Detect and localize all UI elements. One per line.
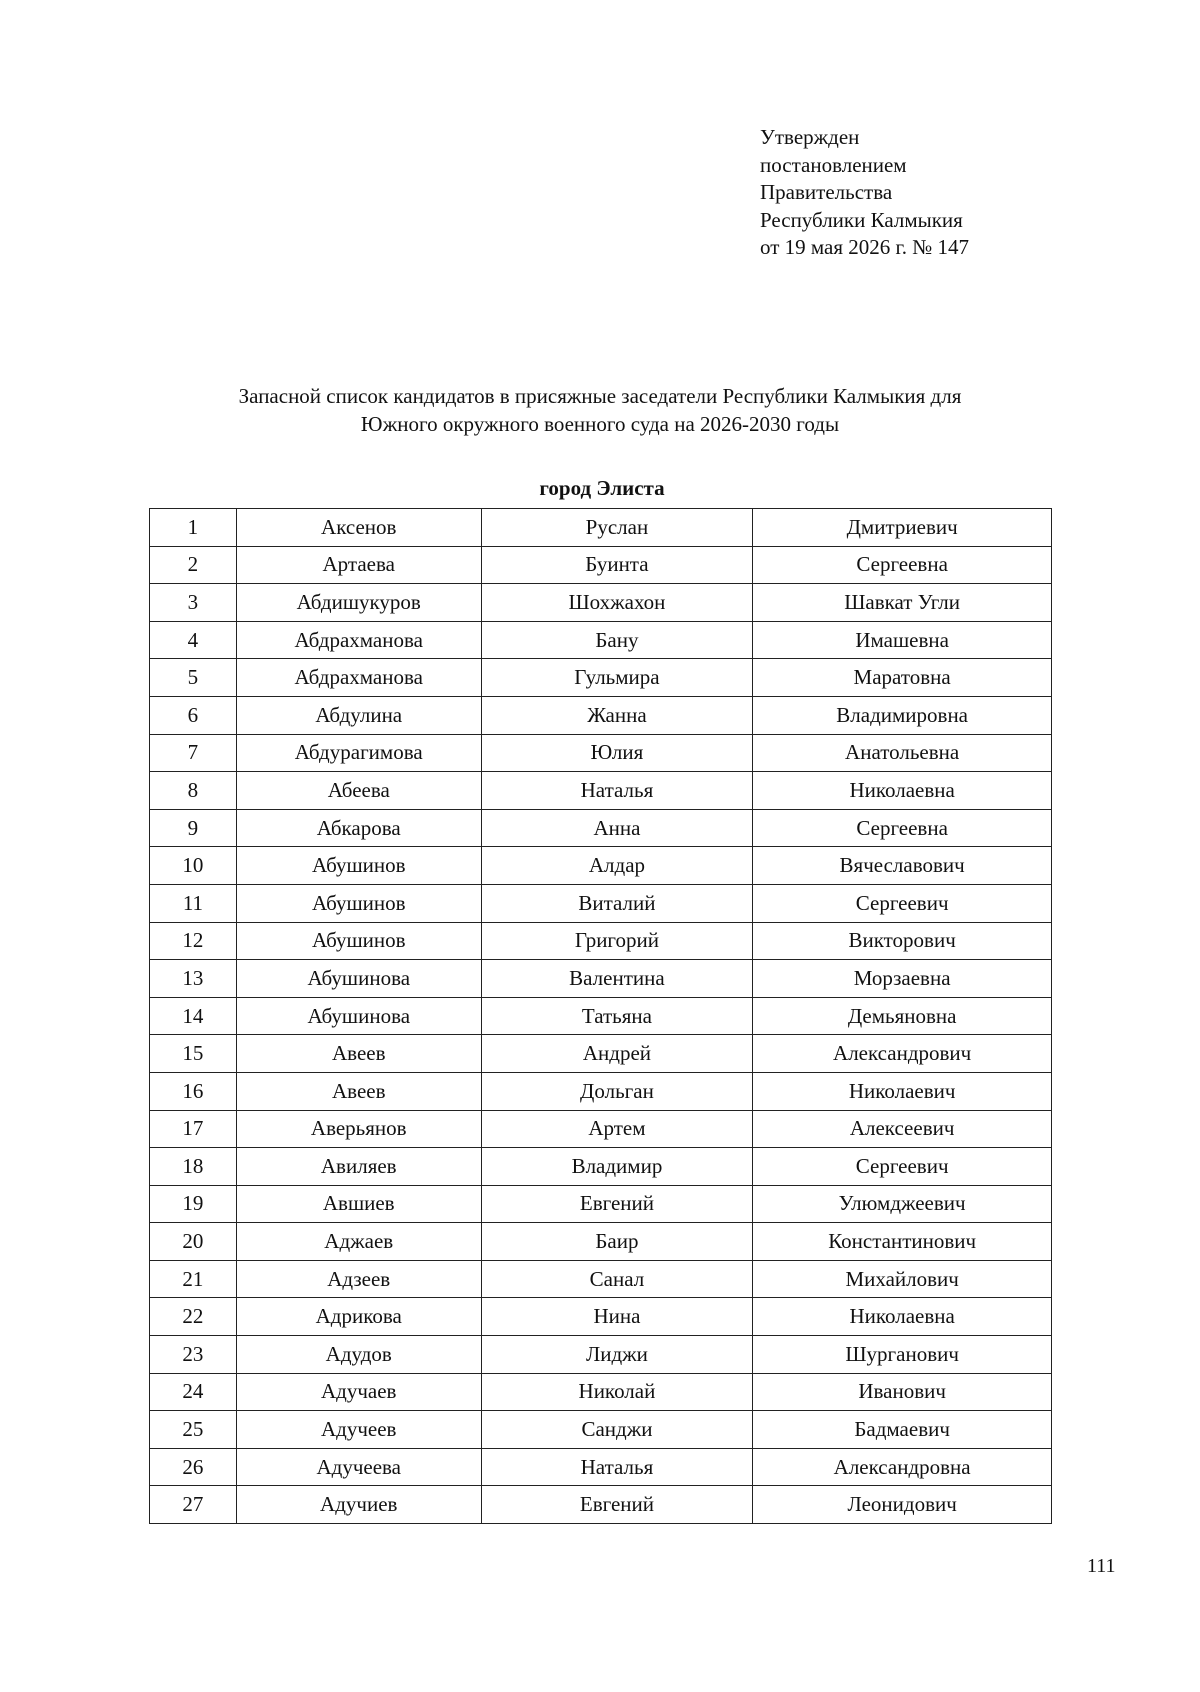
patronymic-cell: Демьяновна (753, 997, 1052, 1035)
table-row (150, 509, 1052, 547)
table-row (150, 621, 1052, 659)
first-name-cell: Виталий (481, 884, 753, 922)
row-number-cell: 6 (150, 696, 237, 734)
surname-cell: Абдурагимова (236, 734, 481, 772)
first-name-cell: Юлия (481, 734, 753, 772)
row-number-cell: 7 (150, 734, 237, 772)
patronymic-cell: Иванович (753, 1373, 1052, 1411)
row-number-cell: 14 (150, 997, 237, 1035)
table-row (150, 997, 1052, 1035)
patronymic-cell: Владимировна (753, 696, 1052, 734)
table-row (150, 847, 1052, 885)
row-number-cell: 23 (150, 1336, 237, 1374)
surname-cell: Абушинов (236, 922, 481, 960)
patronymic-cell: Николаевич (753, 1072, 1052, 1110)
table-row (150, 734, 1052, 772)
first-name-cell: Владимир (481, 1148, 753, 1186)
first-name-cell: Григорий (481, 922, 753, 960)
patronymic-cell: Алексеевич (753, 1110, 1052, 1148)
first-name-cell: Евгений (481, 1185, 753, 1223)
patronymic-cell: Александровна (753, 1448, 1052, 1486)
row-number-cell: 11 (150, 884, 237, 922)
surname-cell: Аверьянов (236, 1110, 481, 1148)
first-name-cell: Нина (481, 1298, 753, 1336)
row-number-cell: 20 (150, 1223, 237, 1261)
surname-cell: Авеев (236, 1035, 481, 1073)
patronymic-cell: Морзаевна (753, 960, 1052, 998)
document-title (100, 382, 1100, 438)
surname-cell: Артаева (236, 546, 481, 584)
table-row (150, 1260, 1052, 1298)
patronymic-cell: Викторович (753, 922, 1052, 960)
first-name-cell: Анна (481, 809, 753, 847)
surname-cell: Адрикова (236, 1298, 481, 1336)
row-number-cell: 3 (150, 584, 237, 622)
surname-cell: Абушинова (236, 960, 481, 998)
first-name-cell: Буинта (481, 546, 753, 584)
patronymic-cell: Сергеевна (753, 546, 1052, 584)
row-number-cell: 25 (150, 1411, 237, 1449)
first-name-cell: Шохжахон (481, 584, 753, 622)
surname-cell: Авиляев (236, 1148, 481, 1186)
first-name-cell: Татьяна (481, 997, 753, 1035)
table-row (150, 1110, 1052, 1148)
row-number-cell: 24 (150, 1373, 237, 1411)
patronymic-cell: Шурганович (753, 1336, 1052, 1374)
surname-cell: Адучиев (236, 1486, 481, 1524)
page-number: 111 (1087, 1555, 1116, 1577)
row-number-cell: 9 (150, 809, 237, 847)
table-row (150, 1035, 1052, 1073)
table-row (150, 884, 1052, 922)
row-number-cell: 1 (150, 509, 237, 547)
approval-line: Утвержден (760, 125, 860, 149)
title-line: Южного окружного военного суда на 2026-2030 годы (360, 412, 840, 436)
row-number-cell: 26 (150, 1448, 237, 1486)
first-name-cell: Санджи (481, 1411, 753, 1449)
row-number-cell: 15 (150, 1035, 237, 1073)
patronymic-cell: Николаевна (753, 772, 1052, 810)
approval-line: от 19 мая 2026 г. № 147 (760, 235, 970, 260)
row-number-cell: 8 (150, 772, 237, 810)
row-number-cell: 17 (150, 1110, 237, 1148)
surname-cell: Адучеев (236, 1411, 481, 1449)
row-number-cell: 18 (150, 1148, 237, 1186)
first-name-cell: Алдар (481, 847, 753, 885)
table-row (150, 1448, 1052, 1486)
patronymic-cell: Сергеевна (753, 809, 1052, 847)
patronymic-cell: Маратовна (753, 659, 1052, 697)
patronymic-cell: Улюмджеевич (753, 1185, 1052, 1223)
table-row (150, 922, 1052, 960)
row-number-cell: 10 (150, 847, 237, 885)
row-number-cell: 13 (150, 960, 237, 998)
table-row (150, 960, 1052, 998)
candidates-table (149, 508, 1052, 1524)
patronymic-cell: Бадмаевич (753, 1411, 1052, 1449)
table-row (150, 1223, 1052, 1261)
surname-cell: Абдишукуров (236, 584, 481, 622)
table-row (150, 1148, 1052, 1186)
table-row (150, 809, 1052, 847)
surname-cell: Авеев (236, 1072, 481, 1110)
table-row (150, 1336, 1052, 1374)
row-number-cell: 22 (150, 1298, 237, 1336)
row-number-cell: 21 (150, 1260, 237, 1298)
table-row (150, 546, 1052, 584)
row-number-cell: 27 (150, 1486, 237, 1524)
first-name-cell: Руслан (481, 509, 753, 547)
patronymic-cell: Анатольевна (753, 734, 1052, 772)
surname-cell: Абушинов (236, 884, 481, 922)
first-name-cell: Андрей (481, 1035, 753, 1073)
first-name-cell: Баир (481, 1223, 753, 1261)
section-heading: город Элиста (539, 476, 665, 500)
surname-cell: Абушинов (236, 847, 481, 885)
patronymic-cell: Вячеславович (753, 847, 1052, 885)
table-row (150, 1298, 1052, 1336)
table-row (150, 1072, 1052, 1110)
first-name-cell: Лиджи (481, 1336, 753, 1374)
surname-cell: Абдрахманова (236, 659, 481, 697)
first-name-cell: Наталья (481, 1448, 753, 1486)
surname-cell: Абеева (236, 772, 481, 810)
approval-line: постановлением (760, 152, 907, 177)
title-line: Запасной список кандидатов в присяжные заседатели Республики Калмыкия для (238, 384, 962, 408)
surname-cell: Адучаев (236, 1373, 481, 1411)
patronymic-cell: Дмитриевич (753, 509, 1052, 547)
surname-cell: Аджаев (236, 1223, 481, 1261)
surname-cell: Адзеев (236, 1260, 481, 1298)
patronymic-cell: Леонидович (753, 1486, 1052, 1524)
table-row (150, 584, 1052, 622)
table-row (150, 1486, 1052, 1524)
patronymic-cell: Константинович (753, 1223, 1052, 1261)
row-number-cell: 16 (150, 1072, 237, 1110)
row-number-cell: 4 (150, 621, 237, 659)
row-number-cell: 19 (150, 1185, 237, 1223)
surname-cell: Аксенов (236, 509, 481, 547)
first-name-cell: Жанна (481, 696, 753, 734)
first-name-cell: Николай (481, 1373, 753, 1411)
patronymic-cell: Сергеевич (753, 1148, 1052, 1186)
surname-cell: Абдрахманова (236, 621, 481, 659)
surname-cell: Абдулина (236, 696, 481, 734)
patronymic-cell: Михайлович (753, 1260, 1052, 1298)
surname-cell: Адучеева (236, 1448, 481, 1486)
first-name-cell: Артем (481, 1110, 753, 1148)
first-name-cell: Санал (481, 1260, 753, 1298)
table-row (150, 696, 1052, 734)
patronymic-cell: Сергеевич (753, 884, 1052, 922)
patronymic-cell: Имашевна (753, 621, 1052, 659)
surname-cell: Абушинова (236, 997, 481, 1035)
row-number-cell: 2 (150, 546, 237, 584)
first-name-cell: Наталья (481, 772, 753, 810)
table-row (150, 1373, 1052, 1411)
first-name-cell: Гульмира (481, 659, 753, 697)
row-number-cell: 5 (150, 659, 237, 697)
surname-cell: Адудов (236, 1336, 481, 1374)
table-row (150, 659, 1052, 697)
first-name-cell: Бану (481, 621, 753, 659)
table-row (150, 772, 1052, 810)
first-name-cell: Дольган (481, 1072, 753, 1110)
first-name-cell: Евгений (481, 1486, 753, 1524)
approval-line: Республики Калмыкия (760, 207, 963, 232)
patronymic-cell: Николаевна (753, 1298, 1052, 1336)
row-number-cell: 12 (150, 922, 237, 960)
first-name-cell: Валентина (481, 960, 753, 998)
patronymic-cell: Шавкат Угли (753, 584, 1052, 622)
approval-line: Правительства (760, 180, 893, 205)
surname-cell: Абкарова (236, 809, 481, 847)
table-row (150, 1185, 1052, 1223)
table-row (150, 1411, 1052, 1449)
surname-cell: Авшиев (236, 1185, 481, 1223)
patronymic-cell: Александрович (753, 1035, 1052, 1073)
approval-stamp (760, 124, 969, 262)
